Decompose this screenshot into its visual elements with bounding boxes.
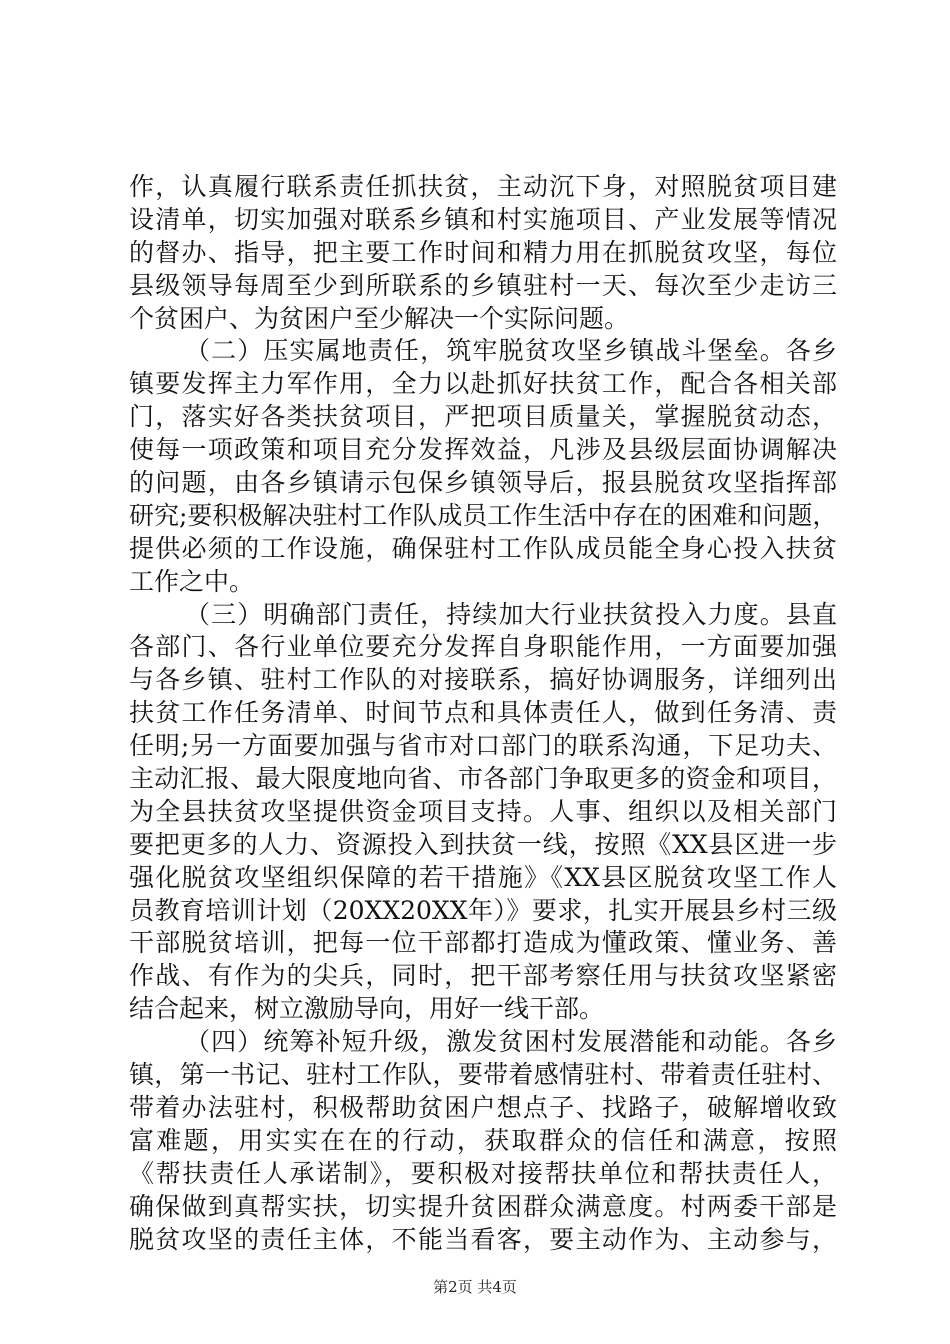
body-text-line: 《帮扶责任人承诺制》，要积极对接帮扶单位和帮扶责任人，: [129, 1158, 837, 1188]
body-text-line: 与各乡镇、驻村工作队的对接联系，搞好协调服务，详细列出: [129, 665, 837, 695]
body-text-line: 设清单，切实加强对联系乡镇和村实施项目、产业发展等情况: [129, 204, 837, 234]
document-body: [129, 171, 837, 1256]
body-text-line: 镇，第一书记、驻村工作队，要带着感情驻村、带着责任驻村、: [129, 1060, 837, 1090]
body-text-line: 确保做到真帮实扶，切实提升贫困群众满意度。村两委干部是: [129, 1191, 837, 1221]
body-text-line: 研究;要积极解决驻村工作队成员工作生活中存在的困难和问题，: [129, 500, 838, 530]
body-text-line: 作，认真履行联系责任抓扶贫，主动沉下身，对照脱贫项目建: [129, 172, 837, 201]
body-text-line: 结合起来，树立激励导向，用好一线干部。: [129, 994, 605, 1024]
body-text-line: 工作之中。: [129, 566, 255, 596]
body-text-line: 使每一项政策和项目充分发挥效益，凡涉及县级层面协调解决: [129, 435, 837, 465]
body-text-line: 任明;另一方面要加强与省市对口部门的联系沟通，下足功夫、: [129, 731, 837, 761]
body-text-line: 县级领导每周至少到所联系的乡镇驻村一天、每次至少走访三: [129, 270, 837, 300]
body-text-line: 强化脱贫攻坚组织保障的若干措施》《XX县区脱贫攻坚工作人: [129, 862, 837, 892]
body-text-line: 门，落实好各类扶贫项目，严把项目质量关，掌握脱贫动态，: [129, 402, 837, 432]
body-text-line: 提供必须的工作设施，确保驻村工作队成员能全身心投入扶贫: [129, 533, 837, 563]
body-text-line: 脱贫攻坚的责任主体，不能当看客，要主动作为、主动参与，: [129, 1224, 837, 1254]
body-text-line: 各部门、各行业单位要充分发挥自身职能作用，一方面要加强: [129, 632, 837, 662]
body-text-line: 主动汇报、最大限度地向省、市各部门争取更多的资金和项目，: [129, 764, 837, 794]
body-text-line: 带着办法驻村，积极帮助贫困户想点子、找路子，破解增收致: [129, 1092, 837, 1122]
body-text-line: 的问题，由各乡镇请示包保乡镇领导后，报县脱贫攻坚指挥部: [129, 468, 837, 498]
body-text-line: 员教育培训计划（20XX20XX年）》要求，扎实开展县乡村三级: [129, 895, 837, 925]
body-text-line: 富难题，用实实在在的行动，获取群众的信任和满意，按照: [129, 1125, 837, 1155]
body-text-line: 作战、有作为的尖兵，同时，把干部考察任用与扶贫攻坚紧密: [129, 961, 837, 991]
body-text-line: （三）明确部门责任，持续加大行业扶贫投入力度。县直: [185, 599, 837, 629]
body-text-line: （二）压实属地责任，筑牢脱贫攻坚乡镇战斗堡垒。各乡: [185, 336, 837, 366]
body-text-line: 的督办、指导，把主要工作时间和精力用在抓脱贫攻坚，每位: [129, 237, 837, 267]
page-number-footer: 第2页 共4页: [433, 1278, 517, 1296]
body-text-line: 镇要发挥主力军作用，全力以赴抓好扶贫工作，配合各相关部: [129, 369, 837, 399]
body-text-line: 要把更多的人力、资源投入到扶贫一线，按照《XX县区进一步: [129, 829, 837, 859]
body-text-line: 为全县扶贫攻坚提供资金项目支持。人事、组织以及相关部门: [129, 796, 837, 826]
body-text-line: （四）统筹补短升级，激发贫困村发展潜能和动能。各乡: [185, 1027, 837, 1057]
body-text-line: 个贫困户、为贫困户至少解决一个实际问题。: [129, 303, 630, 333]
body-text-line: 扶贫工作任务清单、时间节点和具体责任人，做到任务清、责: [129, 698, 837, 728]
body-text-line: 干部脱贫培训，把每一位干部都打造成为懂政策、懂业务、善: [129, 928, 837, 958]
